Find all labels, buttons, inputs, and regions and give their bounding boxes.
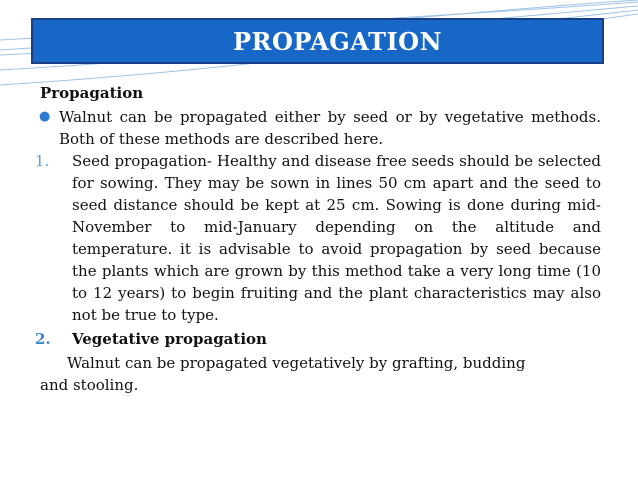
paragraph — [35, 352, 601, 396]
bullet-item — [35, 106, 601, 150]
title-bar — [31, 18, 604, 64]
slide-content — [35, 82, 601, 396]
number-marker: 1. — [35, 152, 50, 170]
numbered-item-1 — [35, 150, 601, 326]
bullet-dot-icon: ● — [39, 109, 51, 124]
section-heading: Propagation — [40, 84, 144, 102]
numbered-text: Vegetative propagation — [72, 330, 267, 348]
numbered-text: Seed propagation- Healthy and disease free seeds should be selected for sowing. They may be sown in lines 50 cm apart and the seed to seed distance should be kept at 25 cm. Sowing is done during mid-November to mid-January depending on the altitude and temperature. it is advisable to avoid propagation by seed because the plants which are grown by this method take a very long time (10 to 12 years) to begin fruiting and the plant characteristics may also not be true to type. — [72, 152, 601, 324]
numbered-item-2 — [35, 328, 601, 350]
number-marker: 2. — [35, 330, 51, 348]
paragraph-line-1: Walnut can be propagated vegetatively by grafting, budding — [67, 354, 526, 372]
bullet-text: Walnut can be propagated either by seed or by vegetative methods. Both of these methods are described here. — [59, 108, 601, 148]
paragraph-line-2: and stooling. — [40, 376, 139, 394]
slide-title: PROPAGATION — [232, 26, 443, 56]
